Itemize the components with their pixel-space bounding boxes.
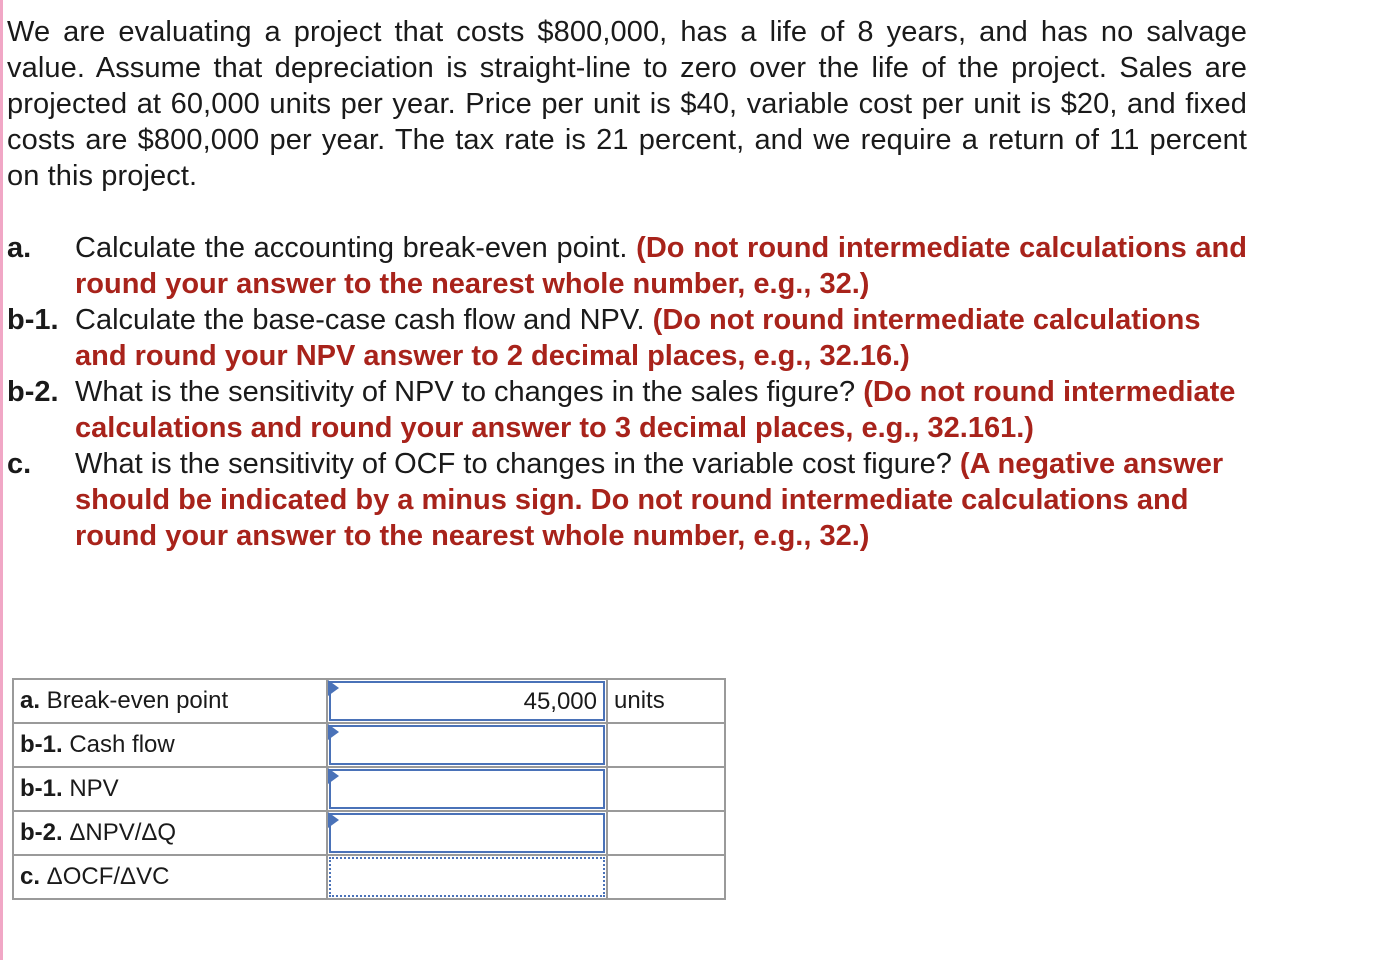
answer-cell — [327, 811, 607, 855]
input-flag-icon — [328, 724, 339, 740]
question-body — [75, 302, 1247, 374]
answer-table — [12, 678, 726, 900]
question-body — [75, 230, 1247, 302]
question-label: b-2. — [7, 376, 59, 408]
question-label: a. — [7, 232, 32, 264]
row-label-text: NPV — [62, 775, 119, 802]
row-label-text: Break-even point — [40, 687, 229, 714]
question-hint: (A negative answer should be indicated by a minus sign. Do not round intermediate calculations and round your answer to the nearest whole number, e.g., 32.) — [75, 448, 1224, 552]
question-text: Calculate the base-case cash flow and NPV. — [75, 304, 645, 336]
answer-cell — [327, 723, 607, 767]
table-row — [13, 679, 725, 723]
question-hint: (Do not round intermediate calculations and round your NPV answer to 2 decimal places, e.g., 32.16.) — [75, 304, 1201, 372]
row-label-text: ΔOCF/ΔVC — [40, 863, 170, 890]
question-label: c. — [7, 448, 32, 480]
row-label-prefix: a. — [20, 687, 41, 714]
row-label-text: Cash flow — [62, 731, 175, 758]
row-label — [13, 723, 327, 767]
npv-sensitivity-input[interactable] — [329, 813, 605, 853]
unit-cell — [607, 855, 725, 899]
problem-intro: We are evaluating a project that costs $800,000, has a life of 8 years, and has no salvage value. Assume that depreciation is straight-line to zero over the life of the project. Sales are projected at 60,000 units per year. Price per unit is $40, variable cost per unit is $20, and fixed costs are $800,000 per year. The tax rate is 21 percent, and we require a return of 11 percent on this project. — [7, 16, 1247, 192]
question-b2 — [7, 374, 1247, 446]
answer-cell — [327, 679, 607, 723]
question-text: What is the sensitivity of OCF to changes in the variable cost figure? — [75, 448, 952, 480]
row-label-prefix: b-2. — [20, 819, 63, 846]
row-label — [13, 767, 327, 811]
question-b1 — [7, 302, 1247, 374]
question-c — [7, 446, 1247, 554]
break-even-input[interactable]: 45,000 — [329, 681, 605, 721]
cash-flow-input[interactable] — [329, 725, 605, 765]
npv-input[interactable] — [329, 769, 605, 809]
problem-content — [7, 14, 1247, 554]
ocf-sensitivity-input[interactable] — [329, 857, 605, 897]
table-row — [13, 855, 725, 899]
question-label: b-1. — [7, 304, 59, 336]
unit-cell — [607, 767, 725, 811]
input-flag-icon — [328, 812, 339, 828]
row-label-prefix: b-1. — [20, 775, 63, 802]
answer-cell — [327, 855, 607, 899]
row-label-prefix: b-1. — [20, 731, 63, 758]
row-label-text: ΔNPV/ΔQ — [62, 819, 177, 846]
question-hint: (Do not round intermediate calculations and round your answer to the nearest whole number, e.g., 32.) — [75, 232, 1247, 300]
question-list — [7, 230, 1247, 554]
question-text: Calculate the accounting break-even point. — [75, 232, 628, 264]
row-label — [13, 679, 327, 723]
table-row — [13, 723, 725, 767]
left-margin-rule — [0, 0, 3, 960]
table-row — [13, 811, 725, 855]
question-a — [7, 230, 1247, 302]
row-label — [13, 855, 327, 899]
answer-cell — [327, 767, 607, 811]
unit-cell — [607, 723, 725, 767]
table-row — [13, 767, 725, 811]
unit-cell — [607, 811, 725, 855]
question-body — [75, 446, 1247, 554]
question-body — [75, 374, 1247, 446]
row-label-prefix: c. — [20, 863, 41, 890]
question-text: What is the sensitivity of NPV to changes in the sales figure? — [75, 376, 856, 408]
row-label — [13, 811, 327, 855]
unit-cell: units — [607, 679, 725, 723]
input-flag-icon — [328, 680, 339, 696]
question-hint: (Do not round intermediate calculations and round your answer to 3 decimal places, e.g., 32.161.) — [75, 376, 1236, 444]
input-flag-icon — [328, 768, 339, 784]
